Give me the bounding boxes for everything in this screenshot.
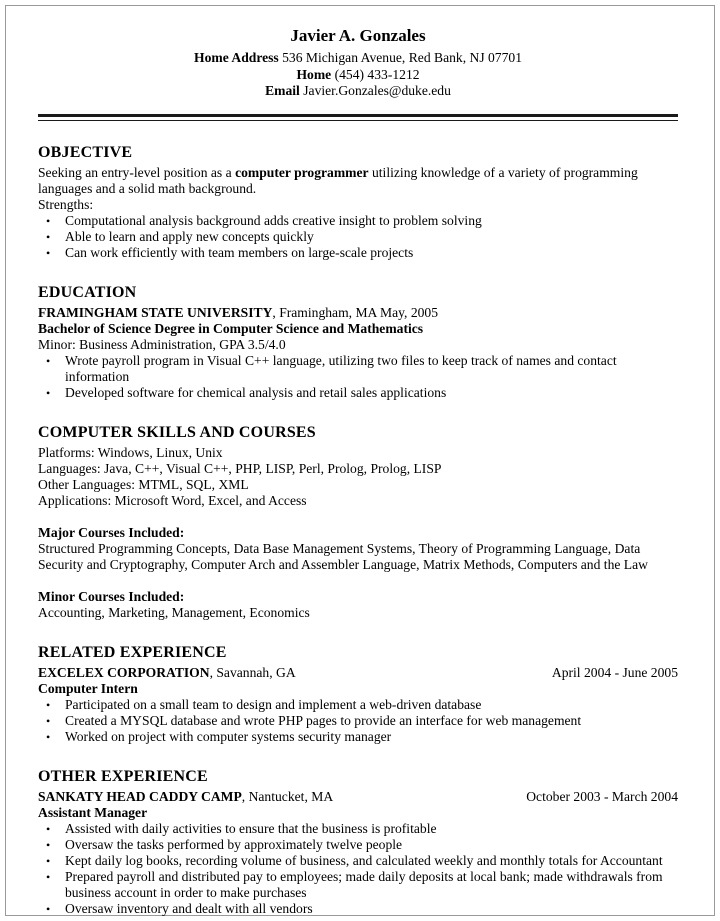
text-segment: Other Languages: MTML, SQL, XML xyxy=(38,476,249,492)
text-segment: Platforms: Windows, Linux, Unix xyxy=(38,444,223,460)
text-segment: , Savannah, GA xyxy=(209,664,296,680)
text-segment: Major Courses Included: xyxy=(38,524,185,540)
email-value: Javier.Gonzales@duke.edu xyxy=(303,83,451,98)
text-segment: Computational analysis background adds creative insight to problem solving xyxy=(65,212,482,228)
bullet-item xyxy=(38,853,678,869)
bullet-item xyxy=(38,837,678,853)
text-segment: Worked on project with computer systems security manager xyxy=(65,728,392,744)
section-heading: RELATED EXPERIENCE xyxy=(38,643,227,661)
phone-label: Home xyxy=(296,66,332,82)
section-heading: EDUCATION xyxy=(38,283,137,301)
address-line xyxy=(38,50,678,67)
date-range: October 2003 - March 2004 xyxy=(526,788,678,804)
date-range: April 2004 - June 2005 xyxy=(551,664,678,680)
text-segment: SANKATY HEAD CADDY CAMP xyxy=(38,788,242,804)
text-segment: Oversaw the tasks performed by approximately twelve people xyxy=(65,836,403,852)
phone-line xyxy=(38,67,678,84)
text-segment: Assistant Manager xyxy=(38,804,148,820)
text-segment: Wrote payroll program in Visual C++ language, utilizing two files to keep track of names and contact information xyxy=(65,352,617,384)
bullet-item xyxy=(38,713,678,729)
resume-section xyxy=(38,644,678,745)
text-line xyxy=(38,445,678,461)
text-segment: FRAMINGHAM STATE UNIVERSITY xyxy=(38,304,273,320)
text-line xyxy=(38,605,678,621)
text-segment: Created a MYSQL database and wrote PHP pages to provide an interface for web management xyxy=(65,712,582,728)
bullet-item xyxy=(38,229,678,245)
text-line xyxy=(38,493,678,509)
section-heading: COMPUTER SKILLS AND COURSES xyxy=(38,423,316,441)
text-segment: Structured Programming Concepts, Data Base Management Systems, Theory of Programming Language, Data Security and Cryptography, Computer Arch and Assembler Language, Matrix Methods, Computers and the Law xyxy=(38,540,648,572)
bullet-item xyxy=(38,353,678,385)
email-label: Email xyxy=(265,83,300,98)
phone-value: (454) 433-1212 xyxy=(334,66,420,82)
bullet-item xyxy=(38,901,678,917)
bullet-item xyxy=(38,213,678,229)
text-segment: Accounting, Marketing, Management, Economics xyxy=(38,604,310,620)
text-segment: , Framingham, MA May, 2005 xyxy=(272,304,439,320)
bullet-item xyxy=(38,245,678,261)
text-line xyxy=(38,165,678,197)
header-divider xyxy=(38,114,678,121)
text-segment: Applications: Microsoft Word, Excel, and Access xyxy=(38,492,307,508)
text-line xyxy=(38,321,678,337)
address-label: Home Address xyxy=(194,50,279,65)
text-line xyxy=(38,197,678,213)
text-line xyxy=(38,477,678,493)
text-segment: Prepared payroll and distributed pay to employees; made daily deposits at local bank; made withdrawals from business account in order to make purchases xyxy=(65,868,663,900)
resume-section xyxy=(38,768,678,917)
candidate-name: Javier A. Gonzales xyxy=(290,26,426,45)
email-line xyxy=(38,83,678,100)
sections xyxy=(38,144,678,917)
bullet-list xyxy=(38,213,678,261)
bullet-item xyxy=(38,697,678,713)
text-segment: Minor: Business Administration, GPA 3.5/4.0 xyxy=(38,336,286,352)
text-line xyxy=(38,541,678,573)
address-value: 536 Michigan Avenue, Red Bank, NJ 07701 xyxy=(282,50,522,65)
text-segment: Bachelor of Science Degree in Computer Science and Mathematics xyxy=(38,320,424,336)
text-segment: Developed software for chemical analysis and retail sales applications xyxy=(65,384,447,400)
text-segment: Computer Intern xyxy=(38,680,138,696)
text-segment: Participated on a small team to design and implement a web-driven database xyxy=(65,696,482,712)
bullet-list xyxy=(38,821,678,917)
employer-line xyxy=(38,789,333,805)
section-heading: OBJECTIVE xyxy=(38,143,133,161)
bullet-item xyxy=(38,821,678,837)
text-segment: Strengths: xyxy=(38,196,94,212)
text-segment: Languages: Java, C++, Visual C++, PHP, LISP, Perl, Prolog, Prolog, LISP xyxy=(38,460,442,476)
resume-section xyxy=(38,424,678,621)
bullet-item xyxy=(38,869,678,901)
bullet-list xyxy=(38,697,678,745)
text-segment: Can work efficiently with team members on large-scale projects xyxy=(65,244,414,260)
text-segment: , Nantucket, MA xyxy=(241,788,334,804)
text-segment: EXCELEX CORPORATION xyxy=(38,664,210,680)
text-segment: Assisted with daily activities to ensure that the business is profitable xyxy=(65,820,437,836)
text-segment: Oversaw inventory and dealt with all vendors xyxy=(65,900,313,916)
employer-line xyxy=(38,665,296,681)
text-line xyxy=(38,589,678,605)
text-line xyxy=(38,337,678,353)
text-line xyxy=(38,461,678,477)
text-line xyxy=(38,681,678,697)
resume-section xyxy=(38,144,678,261)
text-line xyxy=(38,525,678,541)
bullet-list xyxy=(38,353,678,401)
text-segment: Minor Courses Included: xyxy=(38,588,185,604)
text-line xyxy=(38,805,678,821)
bullet-item xyxy=(38,385,678,401)
text-line xyxy=(38,789,678,805)
text-segment: Kept daily log books, recording volume of business, and calculated weekly and monthly totals for Accountant xyxy=(65,852,663,868)
text-segment: Seeking an entry-level position as a xyxy=(38,164,236,180)
text-segment: computer programmer xyxy=(235,164,369,180)
bullet-item xyxy=(38,729,678,745)
resume-header xyxy=(38,26,678,100)
text-line xyxy=(38,665,678,681)
section-heading: OTHER EXPERIENCE xyxy=(38,767,208,785)
resume-section xyxy=(38,284,678,401)
text-segment: utilizing knowledge of a variety of programming languages and a solid math background. xyxy=(38,164,638,196)
text-line xyxy=(38,305,678,321)
text-segment: Able to learn and apply new concepts quickly xyxy=(65,228,314,244)
